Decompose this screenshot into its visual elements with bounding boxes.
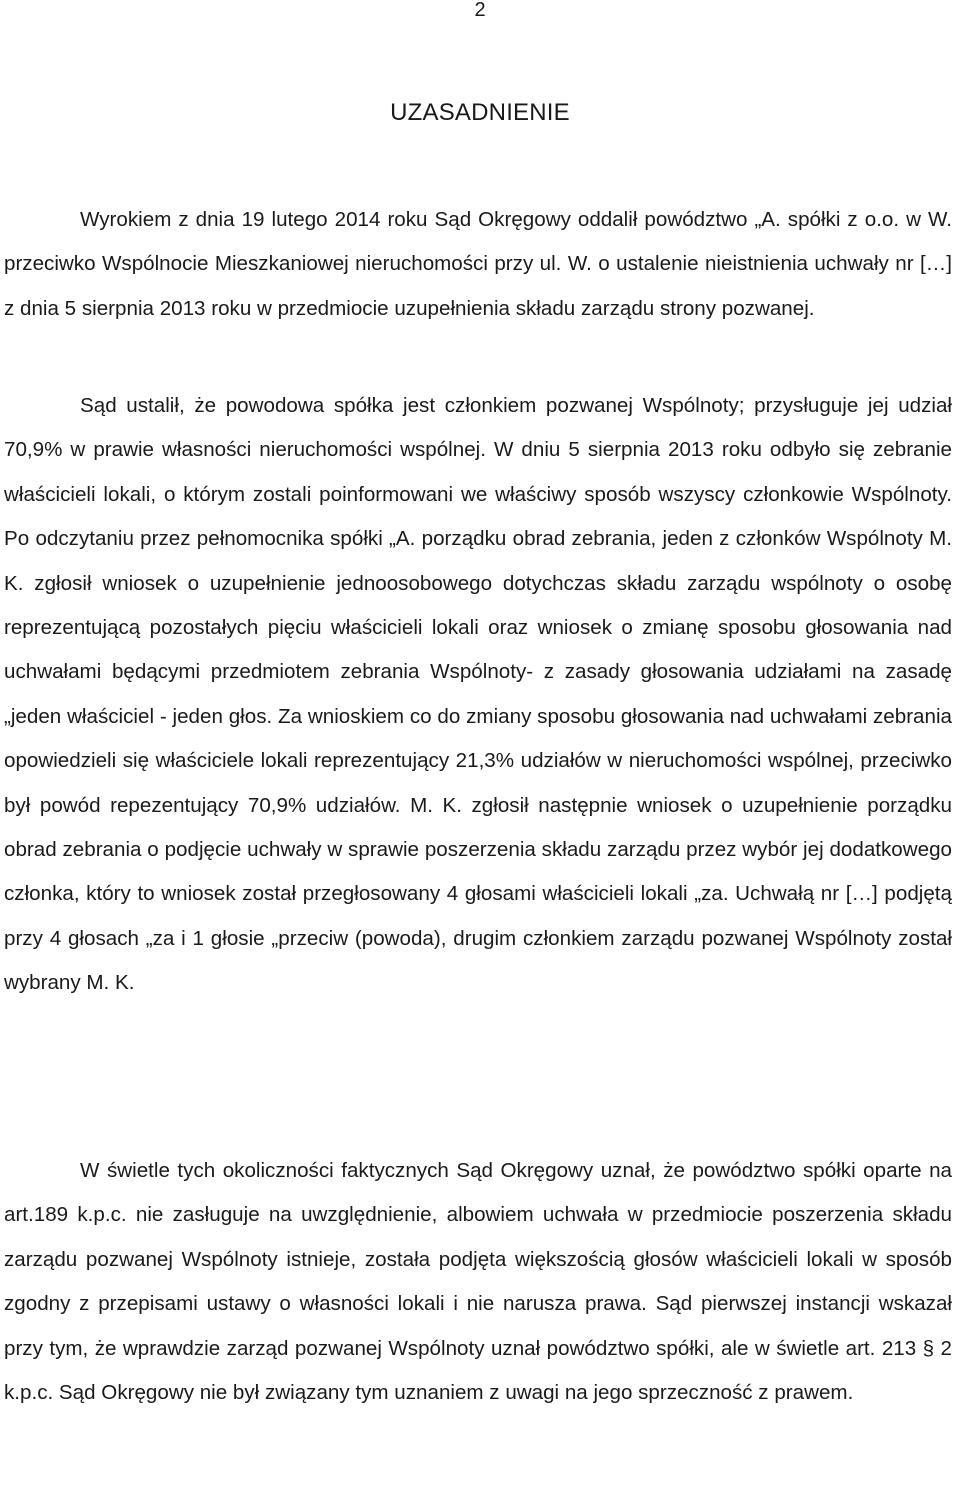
paragraph-3: W świetle tych okoliczności faktycznych Sąd Okręgowy uznał, że powództwo spółki oparte na art.189 k.p.c. nie zasługuje na uwzględnienie, albowiem uchwała w przedmiocie poszerzenia składu zarządu pozwanej Wspólnoty istnieje, została podjęta większością głosów właścicieli lokali w sposób zgodny z przepisami ustawy o własności lokali i nie narusza prawa. Sąd pierwszej instancji wskazał przy tym, że wprawdzie zarząd pozwanej Wspólnoty uznał powództwo spółki, ale w świetle art. 213 § 2 k.p.c. Sąd Okręgowy nie był związany tym uznaniem z uwagi na jego sprzeczność z prawem. bbox=[4, 1159, 952, 1405]
paragraph-2: Sąd ustalił, że powodowa spółka jest członkiem pozwanej Wspólnoty; przysługuje jej udział 70,9% w prawie własności nieruchomości wspólnej. W dniu 5 sierpnia 2013 roku odbyło się zebranie właścicieli lokali, o którym zostali poinformowani we właściwy sposób wszyscy członkowie Wspólnoty. Po odczytaniu przez pełnomocnika spółki „A. porządku obrad zebrania, jeden z członków Wspólnoty M. K. zgłosił wniosek o uzupełnienie jednoosobowego dotychczas składu zarządu wspólnoty o osobę reprezentującą pozostałych pięciu właścicieli lokali oraz wniosek o zmianę sposobu głosowania nad uchwałami będącymi przedmiotem zebrania Wspólnoty- z zasady głosowania udziałami na zasadę „jeden właściciel - jeden głos. Za wnioskiem co do zmiany sposobu głosowania nad uchwałami zebrania opowiedzieli się właściciele lokali reprezentujący 21,3% udziałów w nieruchomości wspólnej, przeciwko był powód repezentujący 70,9% udziałów. M. K. zgłosił następnie wniosek o uzupełnienie porządku obrad zebrania o podjęcie uchwały w sprawie poszerzenia składu zarządu przez wybór jej dodatkowego członka, który to wniosek został przegłosowany 4 głosami właścicieli lokali „za. Uchwałą nr […] podjętą przy 4 głosach „za i 1 głosie „przeciw (powoda), drugim członkiem zarządu pozwanej Wspólnoty został wybrany M. K. bbox=[4, 394, 952, 995]
page-number: 2 bbox=[474, 0, 486, 21]
paragraph-1: Wyrokiem z dnia 19 lutego 2014 roku Sąd Okręgowy oddalił powództwo „A. spółki z o.o. w W. przeciwko Wspólnocie Mieszkaniowej nieruchomości przy ul. W. o ustalenie nieistnienia uchwały nr […] z dnia 5 sierpnia 2013 roku w przedmiocie uzupełnienia składu zarządu strony pozwanej. bbox=[4, 208, 952, 320]
document-heading: UZASADNIENIE bbox=[390, 99, 570, 126]
